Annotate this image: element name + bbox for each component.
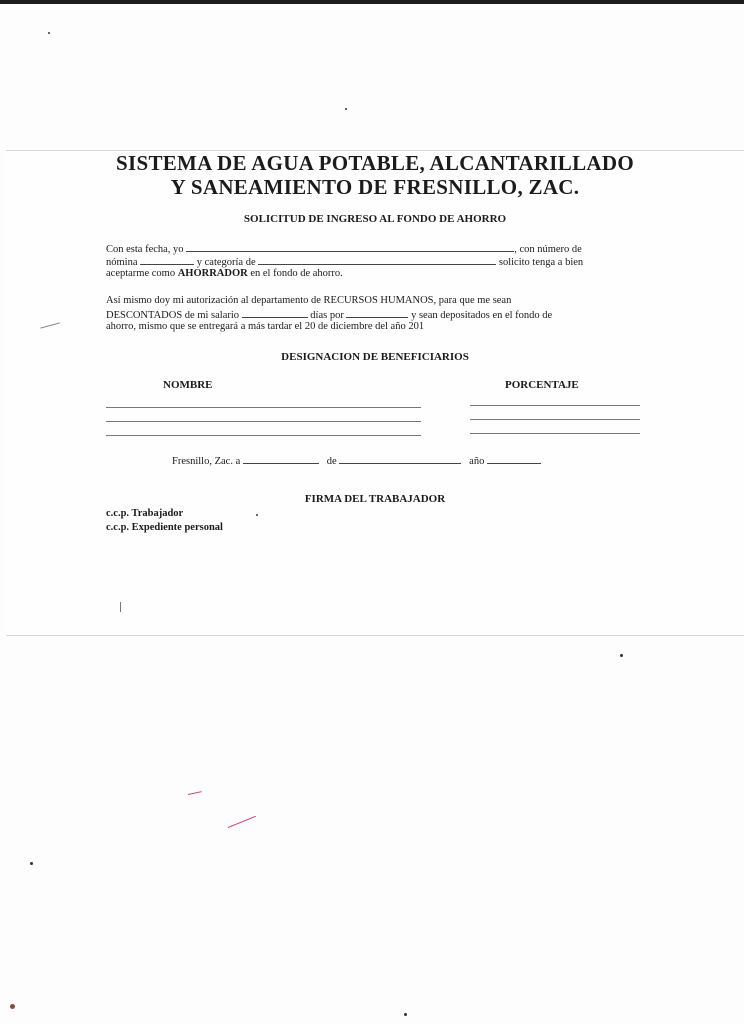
- amount-field[interactable]: [242, 308, 308, 318]
- period-field[interactable]: [346, 308, 408, 318]
- paragraph-2-line-1: Así mismo doy mi autorización al departamento de RECURSOS HUMANOS, para que me sean: [106, 295, 512, 306]
- day-field[interactable]: [243, 454, 319, 464]
- name-column-header: NOMBRE: [163, 379, 213, 391]
- beneficiary-percent-line-2[interactable]: [470, 419, 640, 420]
- category-field[interactable]: [258, 255, 496, 265]
- text-fresnillo: Fresnillo, Zac. a: [172, 456, 241, 467]
- form-subtitle: SOLICITUD DE INGRESO AL FONDO DE AHORRO: [243, 213, 507, 225]
- paragraph-2-line-3: ahorro, mismo que se entregará a más tardar el 20 de diciembre del año 201: [106, 321, 425, 332]
- form-sheet: [6, 150, 744, 636]
- text-con-esta-fecha: Con esta fecha, yo: [106, 244, 184, 255]
- scan-speck: [345, 108, 347, 110]
- text-anio: año: [469, 456, 485, 467]
- month-field[interactable]: [339, 454, 461, 464]
- scan-speck: [30, 862, 33, 865]
- worker-name-field[interactable]: [186, 242, 514, 252]
- paragraph-1-line-1: [106, 242, 582, 255]
- scan-speck: [620, 654, 623, 657]
- paragraph-1-line-3: [106, 268, 343, 279]
- scan-speck: [48, 32, 50, 34]
- text-descontados: DESCONTADOS de mi salario: [106, 310, 240, 321]
- beneficiary-name-line-3[interactable]: [106, 435, 421, 436]
- paragraph-2-line-2: [106, 308, 552, 321]
- text-de: de: [326, 456, 337, 467]
- ccp-expediente: c.c.p. Expediente personal: [106, 522, 223, 533]
- scan-speck: [10, 1004, 15, 1009]
- beneficiary-name-line-1[interactable]: [106, 407, 421, 408]
- text-nomina: nómina: [106, 257, 138, 268]
- pen-mark: [228, 816, 256, 828]
- text-con-numero: , con número de: [514, 244, 582, 255]
- text-fondo: en el fondo de ahorro.: [250, 268, 343, 279]
- beneficiaries-heading: DESIGNACION DE BENEFICIARIOS: [281, 351, 469, 363]
- beneficiary-name-line-2[interactable]: [106, 421, 421, 422]
- text-solicito: solicito tenga a bien: [498, 257, 584, 268]
- form-title-line-1: SISTEMA DE AGUA POTABLE, ALCANTARILLADO: [116, 151, 634, 175]
- text-dias-por: días por: [310, 310, 344, 321]
- text-ahorrador: AHORRADOR: [177, 268, 248, 279]
- ccp-trabajador: c.c.p. Trabajador: [106, 508, 184, 519]
- text-depositados: y sean depositados en el fondo de: [411, 310, 553, 321]
- form-title-line-2: Y SANEAMIENTO DE FRESNILLO, ZAC.: [170, 175, 580, 199]
- pen-mark: [188, 791, 202, 795]
- percent-column-header: PORCENTAJE: [505, 379, 579, 391]
- year-field[interactable]: [487, 454, 541, 464]
- date-line: [172, 454, 541, 467]
- beneficiary-percent-line-1[interactable]: [470, 405, 640, 406]
- signature-label: FIRMA DEL TRABAJADOR: [304, 493, 446, 505]
- paragraph-1-line-2: [106, 255, 583, 268]
- scan-speck: [404, 1013, 407, 1016]
- scan-mark: [120, 602, 122, 612]
- beneficiary-percent-line-3[interactable]: [470, 433, 640, 434]
- scan-top-border: [0, 0, 744, 4]
- text-aceptarme: aceptarme como: [106, 268, 176, 279]
- scan-speck: [256, 514, 258, 516]
- payroll-number-field[interactable]: [140, 255, 194, 265]
- text-categoria: y categoría de: [196, 257, 256, 268]
